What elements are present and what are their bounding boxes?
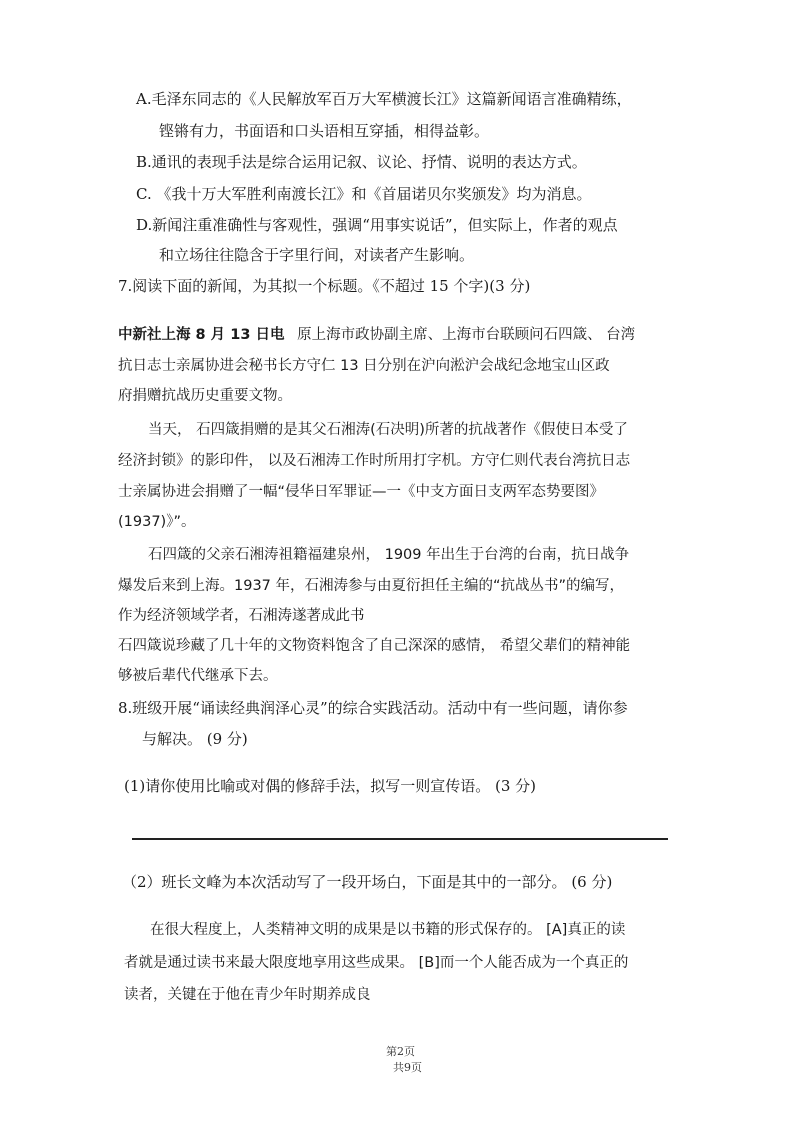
news-paragraph-4-line1: 石四箴说珍藏了几十年的文物资料饱含了自己深深的感情， 希望父辈们的精神能	[118, 638, 631, 654]
news-paragraph-3-line2: 爆发后来到上海。1937 年，石湘涛参与由夏衍担任主编的“抗战丛书”的编写，	[118, 578, 625, 594]
news-paragraph-2-line4: (1937)》”。	[118, 514, 196, 530]
question8-sub2: （2）班长文峰为本次活动写了一段开场白，下面是其中的一部分。 (6 分)	[122, 873, 613, 891]
news-paragraph-3-line1: 石四箴的父亲石湘涛祖籍福建泉州， 1909 年出生于台湾的台南，抗日战争	[148, 547, 630, 563]
page-total: 共9页	[393, 1061, 422, 1074]
news-paragraph-2-line3: 士亲属协进会捐赠了一幅“侵华日军罪证—一《中支方面日支两军态势要图》	[118, 484, 605, 500]
option-a-line1: A.毛泽东同志的《人民解放军百万大军横渡长江》这篇新闻语言准确精练，	[136, 90, 632, 108]
option-b: B.通讯的表现手法是综合运用记叙、议论、抒情、说明的表达方式。	[136, 153, 587, 171]
news-paragraph-2-line2: 经济封锁》的影印件， 以及石湘涛工作时所用打字机。方守仁则代表台湾抗日志	[118, 453, 631, 469]
news-paragraph-3-line3: 作为经济领域学者，石湘涛遂著成此书	[118, 608, 365, 624]
question8-prompt-line1: 8.班级开展“诵读经典润泽心灵”的综合实践活动。活动中有一些问题，请你参	[118, 699, 628, 717]
news-p1-line1-text: 原上海市政协副主席、上海市台联顾问石四箴、 台湾	[297, 327, 636, 343]
news-paragraph-1-line2: 抗日志士亲属协进会秘书长方守仁 13 日分别在沪向淞沪会战纪念地宝山区政	[118, 358, 610, 374]
option-a-line2: 铿锵有力，书面语和口头语相互穿插，相得益彰。	[159, 122, 490, 140]
passage-line1: 在很大程度上，人类精神文明的成果是以书籍的形式保存的。 [A]真正的读	[150, 922, 626, 938]
news-paragraph-1-line1	[118, 325, 635, 345]
news-paragraph-4-line2: 够被后辈代代继承下去。	[118, 668, 278, 684]
answer-blank-line[interactable]	[132, 838, 668, 840]
option-d-line1: D.新闻注重准确性与客观性，强调“用事实说话”，但实际上，作者的观点	[136, 216, 618, 234]
page-number: 第2页	[386, 1045, 415, 1058]
news-lead: 中新社上海 8 月 13 日电	[118, 327, 285, 343]
news-paragraph-1-line3: 府捐赠抗战历史重要文物。	[118, 388, 292, 404]
question8-sub1: (1)请你使用比喻或对偶的修辞手法，拟写一则宣传语。 (3 分)	[124, 777, 537, 795]
option-d-line2: 和立场往往隐含于字里行间，对读者产生影响。	[159, 246, 475, 264]
news-paragraph-2-line1: 当天， 石四箴捐赠的是其父石湘涛(石决明)所著的抗战著作《假使日本受了	[148, 422, 628, 438]
passage-line3: 读者，关键在于他在青少年时期养成良	[124, 987, 371, 1003]
question7-prompt: 7.阅读下面的新闻，为其拟一个标题。《不超过 15 个字)(3 分)	[118, 277, 531, 295]
page-footer	[0, 1030, 794, 1075]
option-c: C. 《我十万大军胜利南渡长江》和《首届诺贝尔奖颁发》均为消息。	[136, 185, 592, 203]
passage-line2: 者就是通过读书来最大限度地享用这些成果。 [B]而一个人能否成为一个真正的	[124, 955, 629, 971]
question8-prompt-line2: 与解决。 (9 分)	[142, 730, 248, 748]
